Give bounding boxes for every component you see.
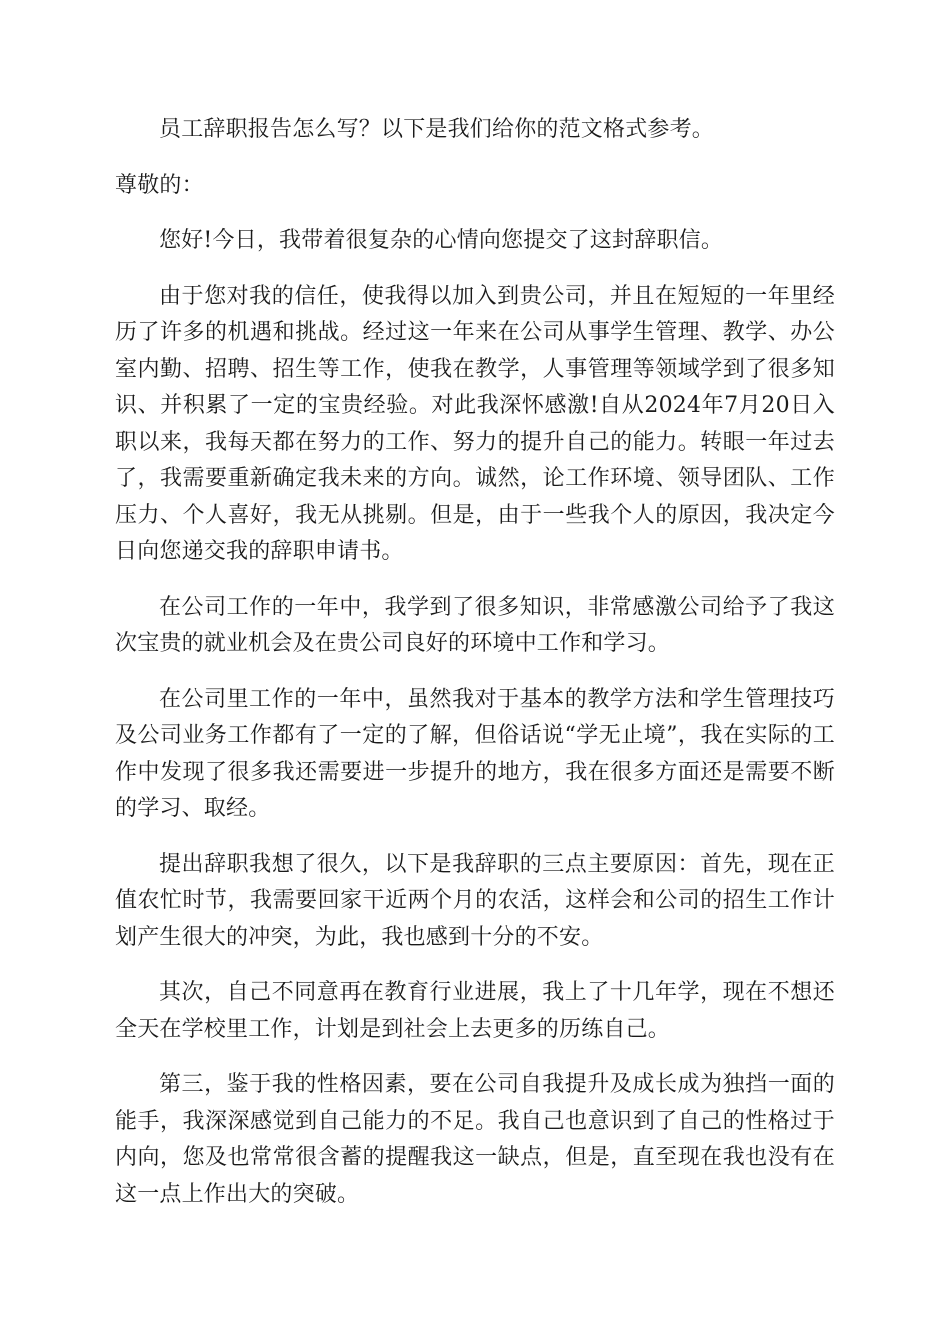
body-paragraph-improvement: 在公司里工作的一年中，虽然我对于基本的教学方法和学生管理技巧及公司业务工作都有了一定的了解，但俗话说“学无止境”，我在实际的工作中发现了很多我还需要进一步提升的地方，我在很多方面还是需要不断的学习、取经。 (115, 686, 835, 821)
greeting-paragraph: 您好!今日，我带着很复杂的心情向您提交了这封辞职信。 (159, 228, 724, 253)
body-paragraph-gratitude: 由于您对我的信任，使我得以加入到贵公司，并且在短短的一年里经历了许多的机遇和挑战。经过这一年来在公司从事学生管理、教学、办公室内勤、招聘、招生等工作，使我在教学，人事管理等领域学到了很多知识、并积累了一定的宝贵经验。对此我深怀感激!自从2024年7月20日入职以来，我每天都在努力的工作、努力的提升自己的能力。转眼一年过去了，我需要重新确定我未来的方向。诚然，论工作环境、领导团队、工作压力、个人喜好，我无从挑剔。但是，由于一些我个人的原因，我决定今日向您递交我的辞职申请书。 (115, 283, 835, 564)
body-paragraph-reason-first: 提出辞职我想了很久，以下是我辞职的三点主要原因：首先，现在正值农忙时节，我需要回家干近两个月的农活，这样会和公司的招生工作计划产生很大的冲突，为此，我也感到十分的不安。 (115, 851, 835, 950)
salutation: 尊敬的： (115, 172, 204, 198)
body-paragraph-learning: 在公司工作的一年中，我学到了很多知识，非常感激公司给予了我这次宝贵的就业机会及在贵公司良好的环境中工作和学习。 (115, 594, 835, 656)
body-paragraph-reason-second: 其次，自己不同意再在教育行业进展，我上了十几年学，现在不想还全天在学校里工作，计划是到社会上去更多的历练自己。 (115, 980, 835, 1042)
intro-paragraph: 员工辞职报告怎么写？以下是我们给你的范文格式参考。 (159, 117, 715, 142)
body-paragraph-reason-third: 第三，鉴于我的性格因素，要在公司自我提升及成长成为独挡一面的能手，我深深感觉到自己能力的不足。我自己也意识到了自己的性格过于内向，您及也常常很含蓄的提醒我这一缺点，但是，直至现在我也没有在这一点上作出大的突破。 (115, 1072, 835, 1207)
document-body (115, 112, 835, 1232)
